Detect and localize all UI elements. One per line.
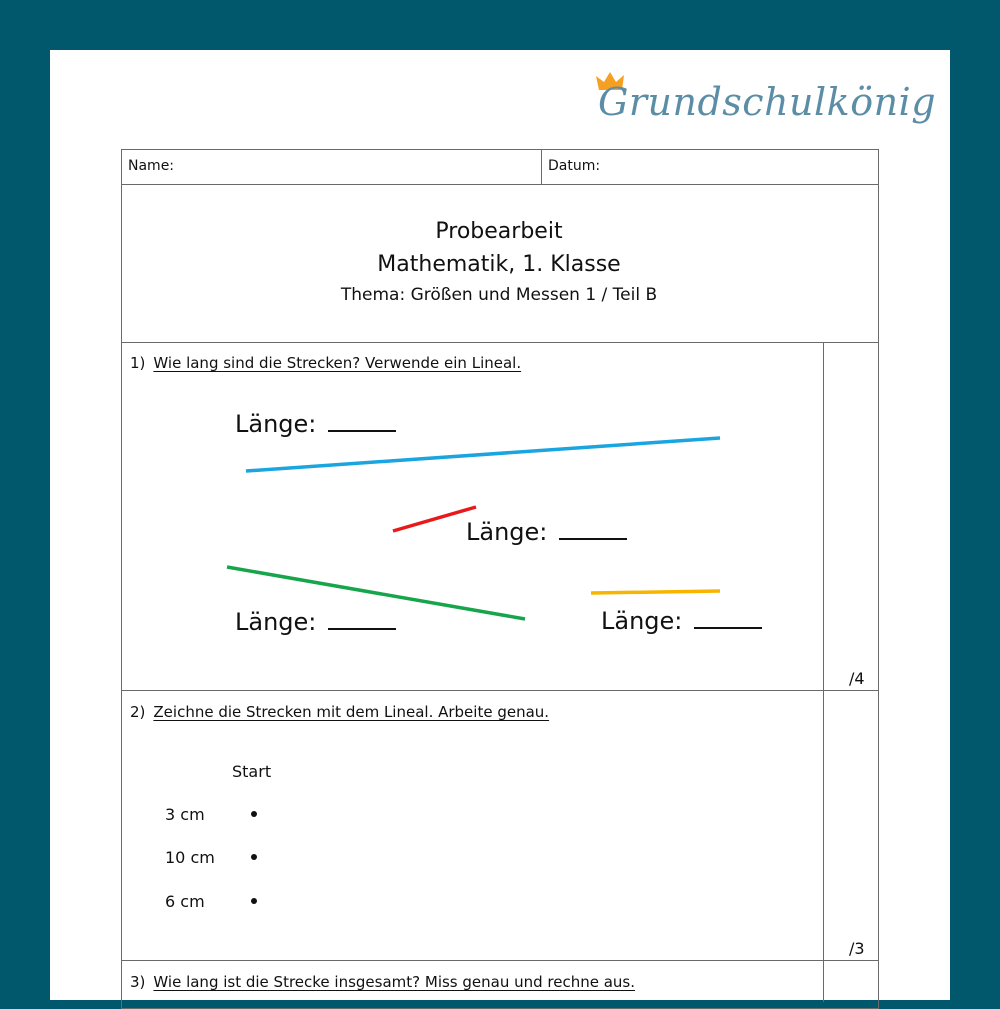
task-number: 3) — [130, 973, 146, 991]
start-point[interactable] — [251, 811, 257, 817]
divider — [121, 960, 879, 961]
answer-label: Länge: — [601, 607, 683, 635]
answer-blank[interactable] — [559, 520, 627, 540]
answer-blank[interactable] — [328, 610, 396, 630]
answer-label: Länge: — [235, 410, 317, 438]
name-label: Name: — [128, 158, 175, 174]
segment-red — [393, 507, 476, 531]
length-3cm: 3 cm — [165, 805, 205, 824]
length-6cm: 6 cm — [165, 892, 205, 911]
task-number: 1) — [130, 354, 146, 372]
task-3-heading — [130, 973, 635, 991]
answer-blank[interactable] — [694, 609, 762, 629]
divider — [121, 690, 879, 691]
answer-label: Länge: — [466, 518, 548, 546]
answer-blank[interactable] — [328, 412, 396, 432]
answer-green[interactable] — [235, 608, 396, 636]
answer-yellow[interactable] — [601, 607, 762, 635]
task-2-heading — [130, 703, 549, 721]
task-number: 2) — [130, 703, 146, 721]
start-point[interactable] — [251, 898, 257, 904]
start-label: Start — [232, 762, 272, 781]
task-instruction: Wie lang ist die Strecke insgesamt? Miss genau und rechne aus. — [153, 973, 636, 991]
doc-topic: Thema: Größen und Messen 1 / Teil B — [340, 285, 658, 305]
segment-blue — [246, 438, 720, 471]
doc-subtitle: Mathematik, 1. Klasse — [377, 252, 621, 277]
logo-text: Grundschulkönig — [598, 80, 937, 124]
doc-title: Probearbeit — [435, 219, 563, 244]
answer-blue[interactable] — [235, 410, 396, 438]
start-point[interactable] — [251, 854, 257, 860]
task-instruction: Wie lang sind die Strecken? Verwende ein Lineal. — [153, 354, 522, 372]
task-instruction: Zeichne die Strecken mit dem Lineal. Arbeite genau. — [153, 703, 550, 721]
segment-yellow — [591, 591, 720, 593]
answer-label: Länge: — [235, 608, 317, 636]
answer-red[interactable] — [466, 518, 627, 546]
length-10cm: 10 cm — [165, 848, 215, 867]
task-2-points: /3 — [849, 939, 865, 958]
date-label: Datum: — [548, 158, 601, 174]
task-1-points: /4 — [849, 669, 865, 688]
